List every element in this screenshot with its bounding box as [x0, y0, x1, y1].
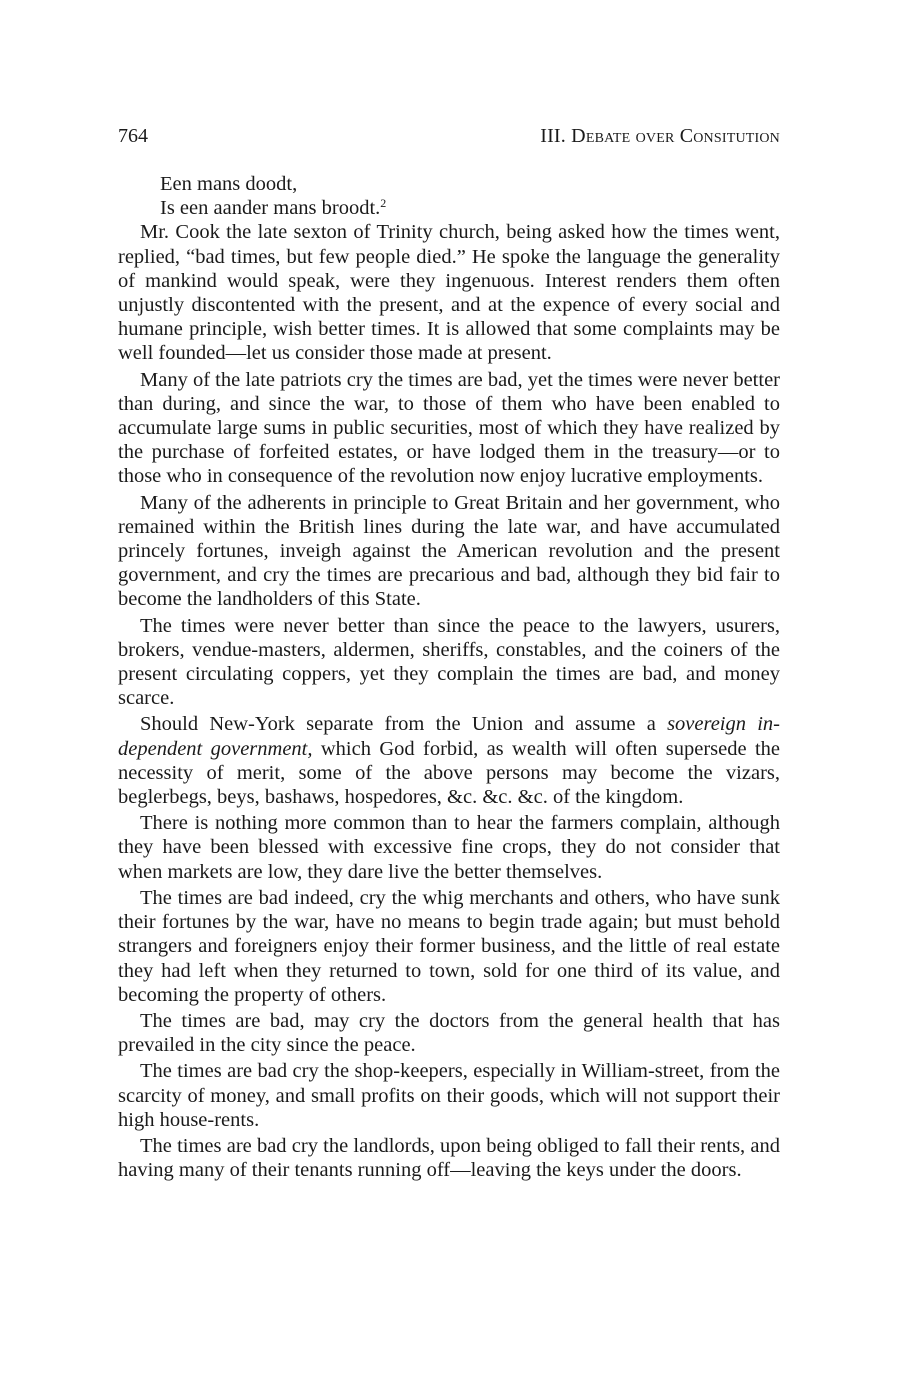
paragraph-new-york-before: Should New-York separate from the Union and assume a — [140, 713, 668, 736]
paragraph-new-york — [118, 712, 780, 809]
verse-line-2-text: Is een aander mans broodt. — [160, 197, 381, 220]
paragraph-landlords: The times are bad cry the landlords, upon being obliged to fall their rents, and having many of their tenants running off—leaving the keys under the doors. — [118, 1134, 780, 1182]
paragraph-lawyers: The times were never better than since the peace to the lawyers, usurers, brokers, vendue-masters, aldermen, sheriffs, constables, and the coiners of the present circulating coppers, yet they complain the times are bad, and money scarce. — [118, 614, 780, 710]
paragraph-merchants: The times are bad indeed, cry the whig merchants and others, who have sunk their fortunes by the war, have no means to begin trade again; but must behold strangers and foreigners enjoy their former business, and the little of real estate they had left when they returned to town, sold for one third of its value, and becoming the property of others. — [118, 886, 780, 1006]
paragraph-cook: Mr. Cook the late sexton of Trinity church, being asked how the times went, replied, “bad times, but few people died.” He spoke the language the generality of mankind would speak, were they ingenuous. Interest renders them often unjustly discontented with the present, and at the expence of every social and humane principle, wish better times. It is allowed that some complaints may be well founded—let us consider those made at present. — [118, 221, 780, 365]
paragraph-patriots: Many of the late patriots cry the times are bad, yet the times were never better than during, and since the war, to those of them who have been enabled to accumulate large sums in public securities, most of which they have realized by the purchase of forfeited estates, or have lodged them in the treasury—or to those who in consequence of the revolution now enjoy lucrative employments. — [118, 368, 780, 488]
paragraph-doctors: The times are bad, may cry the doctors from the general health that has prevailed in the city since the peace. — [118, 1009, 780, 1057]
verse-line-2 — [118, 196, 780, 220]
footnote-reference: 2 — [380, 196, 387, 211]
paragraph-adherents: Many of the adherents in principle to Great Britain and her government, who remained within the British lines during the late war, and have accumulated princely fortunes, inveigh against the American revolution and the present government, and cry the times are precarious and bad, although they bid fair to become the landholders of this State. — [118, 491, 780, 611]
paragraph-new-york-after: which God forbid, as wealth will often supersede the necessity of merit, some of the above persons may become the vizars, beglerbegs, beys, bashaws, hospedores, &c. &c. &c. of the kingdom. — [118, 737, 780, 809]
verse-line-1: Een mans doodt, — [160, 173, 298, 195]
running-head — [118, 122, 780, 150]
paragraph-farmers: There is nothing more common than to hear the farmers complain, although they have been blessed with excessive fine crops, they do not consider that when markets are low, they dare live the better themselves. — [118, 812, 780, 883]
book-page — [118, 122, 780, 1182]
running-title: III. Debate over Consitution — [540, 125, 780, 147]
italic-phrase: sovereign independent government, — [118, 713, 780, 760]
page-number: 764 — [118, 125, 148, 147]
paragraph-shopkeepers: The times are bad cry the shop-keepers, especially in William-street, from the scarcity of money, and small profits on their goods, which will not support their high house-rents. — [118, 1060, 780, 1131]
